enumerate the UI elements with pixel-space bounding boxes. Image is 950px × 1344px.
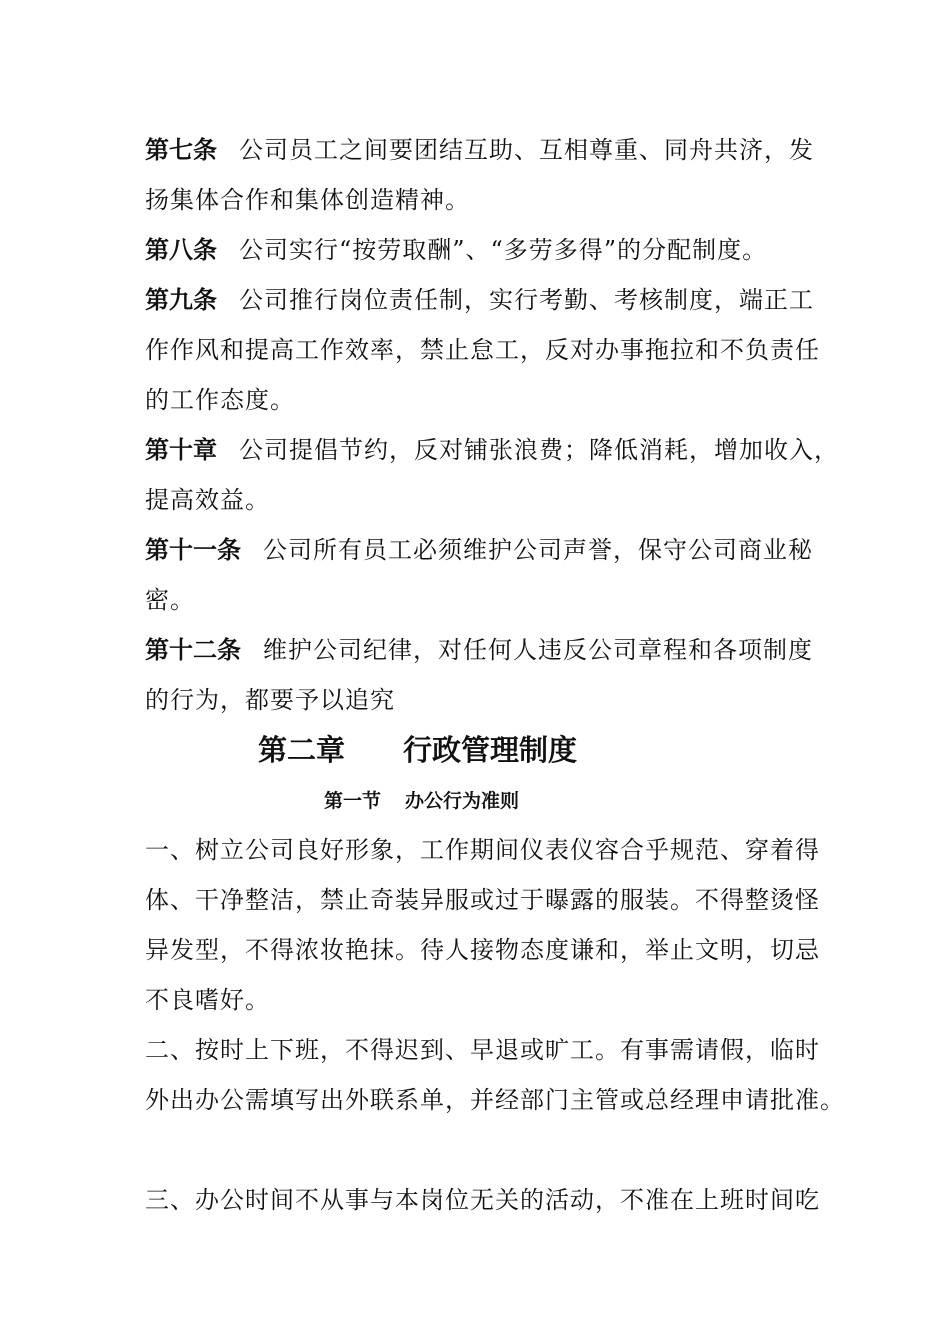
- article-9-line-3: 的工作态度。: [145, 386, 295, 414]
- article-7-line-2: 扬集体合作和集体创造精神。: [145, 186, 470, 214]
- chapter-number: 第二章: [258, 733, 346, 767]
- article-11-line-1: [145, 533, 835, 567]
- article-7-label: 第七条: [145, 136, 217, 164]
- article-7-line-1: [145, 133, 835, 167]
- article-8-text: 公司实行“按劳取酬”、“多劳多得”的分配制度。: [239, 236, 768, 264]
- article-8-line-1: [145, 233, 835, 267]
- section-number: 第一节: [324, 790, 382, 812]
- rule-1-line-4: 不良嗜好。: [145, 986, 270, 1014]
- rule-1-line-1: 一、树立公司良好形象，工作期间仪表仪容合乎规范、穿着得: [145, 836, 820, 864]
- chapter-title: 行政管理制度: [403, 733, 578, 767]
- rule-2-line-1: 二、按时上下班，不得迟到、早退或旷工。有事需请假，临时: [145, 1036, 820, 1064]
- rule-1-line-2: 体、干净整洁，禁止奇装异服或过于曝露的服装。不得整烫怪: [145, 886, 820, 914]
- article-7-text: 公司员工之间要团结互助、互相尊重、同舟共济，发: [239, 136, 814, 164]
- article-10-line-2: 提高效益。: [145, 486, 270, 514]
- article-10-text: 公司提倡节约，反对铺张浪费；降低消耗，增加收入，: [239, 436, 839, 464]
- article-12-text: 维护公司纪律，对任何人违反公司章程和各项制度: [263, 636, 813, 664]
- rule-2-line-2: 外出办公需填写出外联系单，并经部门主管或总经理申请批准。: [145, 1086, 845, 1114]
- article-10-label: 第十章: [145, 436, 217, 464]
- article-12-line-2: 的行为，都要予以追究: [145, 686, 395, 714]
- article-11-text: 公司所有员工必须维护公司声誉，保守公司商业秘: [263, 536, 813, 564]
- article-9-text: 公司推行岗位责任制，实行考勤、考核制度，端正工: [239, 286, 814, 314]
- article-12-label: 第十二条: [145, 636, 241, 664]
- rule-3-line-1: 三、办公时间不从事与本岗位无关的活动，不准在上班时间吃: [145, 1186, 820, 1214]
- chapter-heading: [258, 730, 577, 770]
- article-8-label: 第八条: [145, 236, 217, 264]
- article-12-line-1: [145, 633, 835, 667]
- article-9-line-1: [145, 283, 835, 317]
- article-11-line-2: 密。: [145, 586, 195, 614]
- article-11-label: 第十一条: [145, 536, 241, 564]
- section-heading: [324, 787, 519, 815]
- article-10-line-1: [145, 433, 839, 467]
- article-9-line-2: 作作风和提高工作效率，禁止怠工，反对办事拖拉和不负责任: [145, 336, 820, 364]
- article-9-label: 第九条: [145, 286, 217, 314]
- section-title: 办公行为准则: [405, 790, 520, 812]
- rule-1-line-3: 异发型，不得浓妆艳抹。待人接物态度谦和，举止文明，切忌: [145, 936, 820, 964]
